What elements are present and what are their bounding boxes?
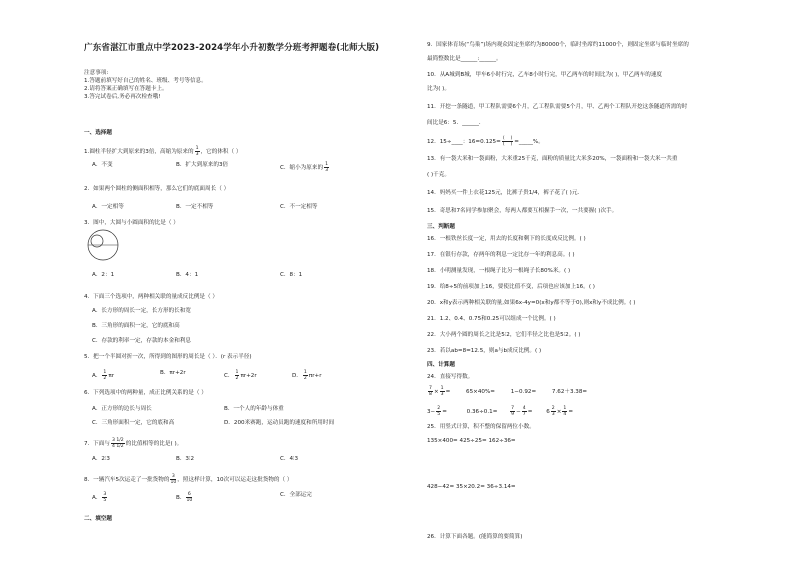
question-25: 25．用竖式计算，积不整的保留两位小数。 [427, 424, 535, 430]
question-19: 19．给8÷5的前项加上16，要使比值不变，后项也应该加上16。( ) [427, 284, 595, 290]
calc-row-2: 3− $\frac{2}{5}$ = 0.36÷0.1= $\frac{7}{9}$ − $\frac{4}{7}$ = 6 $\frac{2}{3}$ × $\frac{1}{4}$ = [427, 406, 574, 417]
question-18: 18．小明测量发现，一根绳子比另一根绳子长80%米。( ) [427, 268, 571, 274]
option-a[interactable]: A．不变 [92, 162, 113, 168]
option-d[interactable]: D． $\frac{1}{2}$ πr+r [292, 370, 322, 381]
option-a[interactable]: A．2：1 [92, 272, 115, 278]
question-13-cont: ( )千克。 [427, 172, 450, 178]
option-b[interactable]: B．扩大到原来的3倍 [176, 162, 229, 168]
option-c[interactable]: C．全部运完 [280, 492, 312, 498]
option-c[interactable]: C．三角形面积一定，它的底和高 [92, 420, 175, 426]
option-c[interactable]: C．缩小为原来的 $\frac{1}{3}$ [280, 162, 328, 173]
question-14: 14．妈妈买一件上衣花125元，比裤子贵1/4，裤子花了( )元． [427, 190, 584, 196]
option-b[interactable]: B．一个人的年龄与体重 [224, 406, 284, 412]
option-b[interactable]: B．3∶2 [176, 456, 195, 462]
notice-item: 1.答题前填写好自己的姓名、班级、考号等信息。 [84, 78, 207, 84]
question-text: ，它的体积（ ） [200, 149, 242, 155]
question-20: 20．x和y表示两种相关联的量,如果6x-4y=0(x和y都不等于0),则x和y不成比例。( ) [427, 300, 636, 306]
question-22: 22．大小两个圆的周长之比是5∶2，它们半径之比也是5∶2。( ) [427, 332, 581, 338]
option-a[interactable]: A． $\frac{3}{5}$ [92, 492, 107, 503]
circle-figure [86, 228, 120, 262]
left-column [84, 40, 394, 522]
option-c[interactable]: C．存款的利率一定，存款的本金和利息 [92, 338, 192, 344]
section-heading-calc: 四、计算题 [427, 362, 455, 368]
question-13: 13．有一袋大米和一袋面粉，大米重25千克，面粉的质量比大米多20%，一袋面粉和一袋大米一共重 [427, 156, 678, 162]
option-c[interactable]: C． $\frac{1}{2}$ πr+2r [224, 370, 257, 381]
option-b[interactable]: B．一定不相等 [176, 204, 214, 210]
option-a[interactable]: A．2∶3 [92, 456, 110, 462]
question-26: 26．计算下面各题。(能简算的要简算) [427, 534, 523, 540]
question-23: 23．若以ab=8=12.5，则a与b成反比例。( ) [427, 348, 542, 354]
question-12: 12．15÷____：16=0.125= $\frac{( )}{( )}$ =_____%。 [427, 136, 544, 147]
option-a[interactable]: A． $\frac{1}{2}$ πr [92, 370, 115, 381]
question-8: 8．一辆汽车5次运走了一批货物的 $\frac{3}{10}$ ，照这样计算，10次可以运走这批货物的（ ） [84, 474, 293, 485]
question-21: 21．1.2、0.4、0.75和0.25可以组成一个比例。( ) [427, 316, 556, 322]
question-9-cont: 最简整数比是______:______。 [427, 56, 502, 62]
question-24: 24．直接写得数。 [427, 374, 474, 380]
fraction: $\frac{7}{8}$ [429, 386, 432, 397]
option-c[interactable]: C．不一定相等 [280, 204, 318, 210]
calc-row-4: 428−42= 35×20.2= 36÷3.14= [427, 484, 516, 490]
notice-heading: 注意事项: [84, 70, 109, 76]
calc-row-3: 135×400= 425÷25= 162÷36= [427, 438, 516, 444]
option-b[interactable]: B．4：1 [176, 272, 199, 278]
calc-row-1: $\frac{7}{8}$ × $\frac{1}{3}$ = 65×40%= 1−0.92= 7.62＋3.38= [429, 386, 588, 397]
question-4: 4．下面三个选项中，两种相关联的量成反比例是（ ） [84, 294, 218, 300]
option-c[interactable]: C．8：1 [280, 272, 303, 278]
section-heading-judge: 三、判断题 [427, 224, 455, 230]
option-b[interactable]: B．三角形的面积一定，它的底和高 [92, 323, 180, 329]
fraction: $\frac{2}{5}$ [437, 406, 441, 417]
section-heading-fill: 二、填空题 [84, 516, 112, 522]
fraction: $\frac{1}{3}$ [195, 146, 199, 157]
option-a[interactable]: A．一定相等 [92, 204, 124, 210]
question-16: 16．一根铁丝长度一定，用去的长度和剩下的长度成反比例。( ) [427, 236, 586, 242]
question-6: 6．下列选项中的两种量，成正比例关系的是（ ） [84, 390, 207, 396]
question-11: 11．开挖一条隧道，甲工程队需要6个月，乙工程队需要5个月，甲、乙两个工程队开挖这条隧道所需的时 [427, 104, 688, 110]
notice-item: 2.请将答案正确填写在答题卡上。 [84, 86, 168, 92]
option-a[interactable]: A．长方形的周长一定，长方形的长和宽 [92, 308, 191, 314]
question-3: 3．图中，大圆与小圆面积的比是（ ） [84, 220, 179, 226]
question-15: 15．奇思和7名同学参加聚会，每两人都要互相握手一次，一共要握( )次手。 [427, 208, 618, 214]
question-17: 17．在银行存款，存两年的利息一定比存一年的利息高。( ) [427, 252, 575, 258]
complex-fraction: $\frac{3 1/2}{4 1/2}$ [111, 438, 124, 449]
option-c[interactable]: C．4∶3 [280, 456, 299, 462]
option-b[interactable]: B．πr+2r [160, 370, 186, 376]
blank-fraction[interactable]: $\frac{( )}{( )}$ [502, 136, 513, 147]
question-text: 1.圆柱半径扩大到原来的3倍，高缩为原来的 [84, 149, 194, 155]
question-9: 9．国家体育场(“鸟巢”)场内观众固定坐席约为80000个，临时坐席约11000个，则固定坐席与临时坐席的 [427, 42, 689, 48]
question-7: 7．下面与 $\frac{3 1/2}{4 1/2}$ 的比值相等的比是( )。 [84, 438, 183, 449]
question-10: 10．从A城到B城，甲车6小时行完，乙车8小时行完，甲乙两车的时间比为( )，甲乙两车的速度 [427, 72, 663, 78]
question-2: 2．如果两个圆柱的侧面积相等，那么它们的底面周长（ ） [84, 186, 230, 192]
exam-title: 广东省湛江市重点中学2023-2024学年小升初数学分班考押题卷(北师大版) [84, 43, 380, 53]
option-b[interactable]: B． $\frac{6}{10}$ [176, 492, 193, 503]
question-11-cont: 间比是6：5．______． [427, 120, 485, 126]
option-d[interactable]: D．200米赛跑，运动员跑的速度和所用时间 [224, 420, 335, 426]
question-1 [84, 146, 241, 157]
section-heading-choice: 一、选择题 [84, 130, 112, 136]
question-10-cont: 比为( )。 [427, 86, 450, 92]
question-5: 5．把一个半圆对折一次，所得到的图形的周长是（ ）．(r 表示半径) [84, 354, 252, 360]
notice-item: 3.答完试卷后,务必再次检查哦! [84, 94, 161, 100]
option-a[interactable]: A．正方形的边长与周长 [92, 406, 152, 412]
